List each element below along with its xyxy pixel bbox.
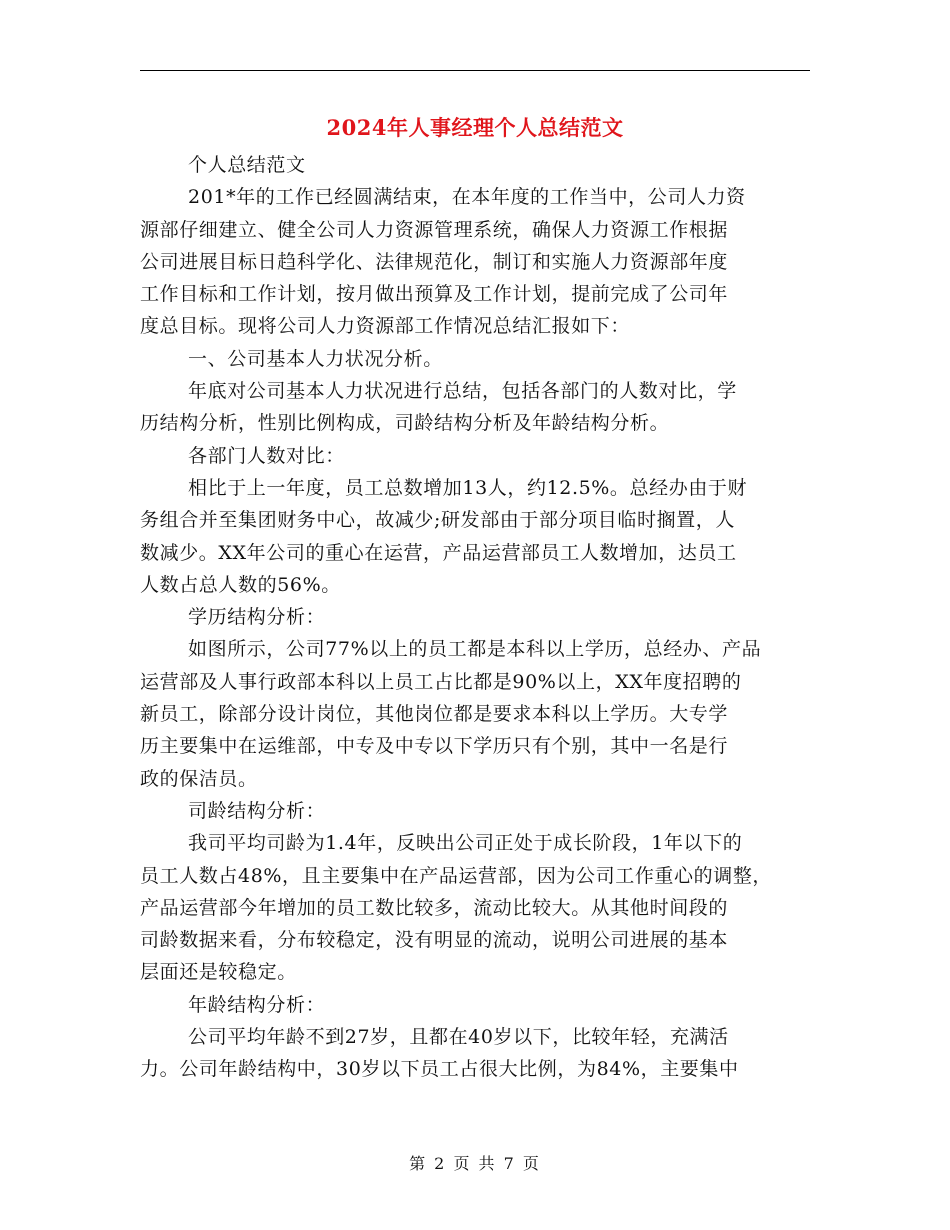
text-line: 度总目标。现将公司人力资源部工作情况总结汇报如下： — [140, 315, 631, 338]
document-body — [140, 149, 810, 1086]
text-line: 层面还是较稳定。 — [140, 961, 297, 984]
text-line: 源部仔细建立、健全公司人力资源管理系统，确保人力资源工作根据 — [140, 218, 729, 241]
text-line: 产品运营部今年增加的员工数比较多，流动比较大。从其他时间段的 — [140, 896, 729, 919]
text-line: 我司平均司龄为1.4年，反映出公司正处于成长阶段，1年以下的 — [188, 832, 743, 855]
text-line: 201*年的工作已经圆满结束，在本年度的工作当中，公司人力资 — [188, 186, 746, 209]
text-line: 如图所示，公司77%以上的员工都是本科以上学历，总经办、产品 — [188, 638, 762, 661]
text-line: 各部门人数对比： — [188, 444, 345, 467]
text-line: 工作目标和工作计划，按月做出预算及工作计划，提前完成了公司年 — [140, 283, 729, 306]
text-line: 司龄结构分析： — [188, 799, 326, 822]
text-line: 历主要集中在运维部，中专及中专以下学历只有个别，其中一名是行 — [140, 735, 729, 758]
document-title: 2024年人事经理个人总结范文 — [326, 115, 624, 140]
text-line: 历结构分析，性别比例构成，司龄结构分析及年龄结构分析。 — [140, 412, 670, 435]
page-footer: 第 2 页 共 7 页 — [409, 1154, 541, 1173]
text-line: 相比于上一年度，员工总数增加13人，约12.5%。总经办由于财 — [188, 476, 748, 499]
text-line: 学历结构分析： — [188, 606, 326, 629]
text-line: 人数占总人数的56%。 — [140, 573, 341, 596]
header-rule — [140, 70, 810, 71]
text-line: 个人总结范文 — [188, 154, 306, 176]
text-line: 公司平均年龄不到27岁，且都在40岁以下，比较年轻，充满活 — [188, 1026, 729, 1049]
text-line: 数减少。XX年公司的重心在运营，产品运营部员工人数增加，达员工 — [140, 541, 737, 564]
text-line: 力。公司年龄结构中，30岁以下员工占很大比例，为84%，主要集中 — [140, 1058, 739, 1081]
text-line: 运营部及人事行政部本科以上员工占比都是90%以上，XX年度招聘的 — [140, 670, 742, 693]
text-line: 员工人数占48%，且主要集中在产品运营部，因为公司工作重心的调整， — [140, 864, 773, 887]
text-line: 政的保洁员。 — [140, 767, 258, 790]
text-line: 司龄数据来看，分布较稳定，没有明显的流动，说明公司进展的基本 — [140, 929, 729, 952]
text-line: 新员工，除部分设计岗位，其他岗位都是要求本科以上学历。大专学 — [140, 703, 729, 726]
text-line: 务组合并至集团财务中心，故减少;研发部由于部分项目临时搁置，人 — [140, 509, 736, 532]
text-line: 年底对公司基本人力状况进行总结，包括各部门的人数对比，学 — [188, 380, 737, 403]
text-line: 公司进展目标日趋科学化、法律规范化，制订和实施人力资源部年度 — [140, 250, 729, 273]
text-line: 一、公司基本人力状况分析。 — [188, 347, 443, 370]
text-line: 年龄结构分析： — [188, 993, 326, 1016]
